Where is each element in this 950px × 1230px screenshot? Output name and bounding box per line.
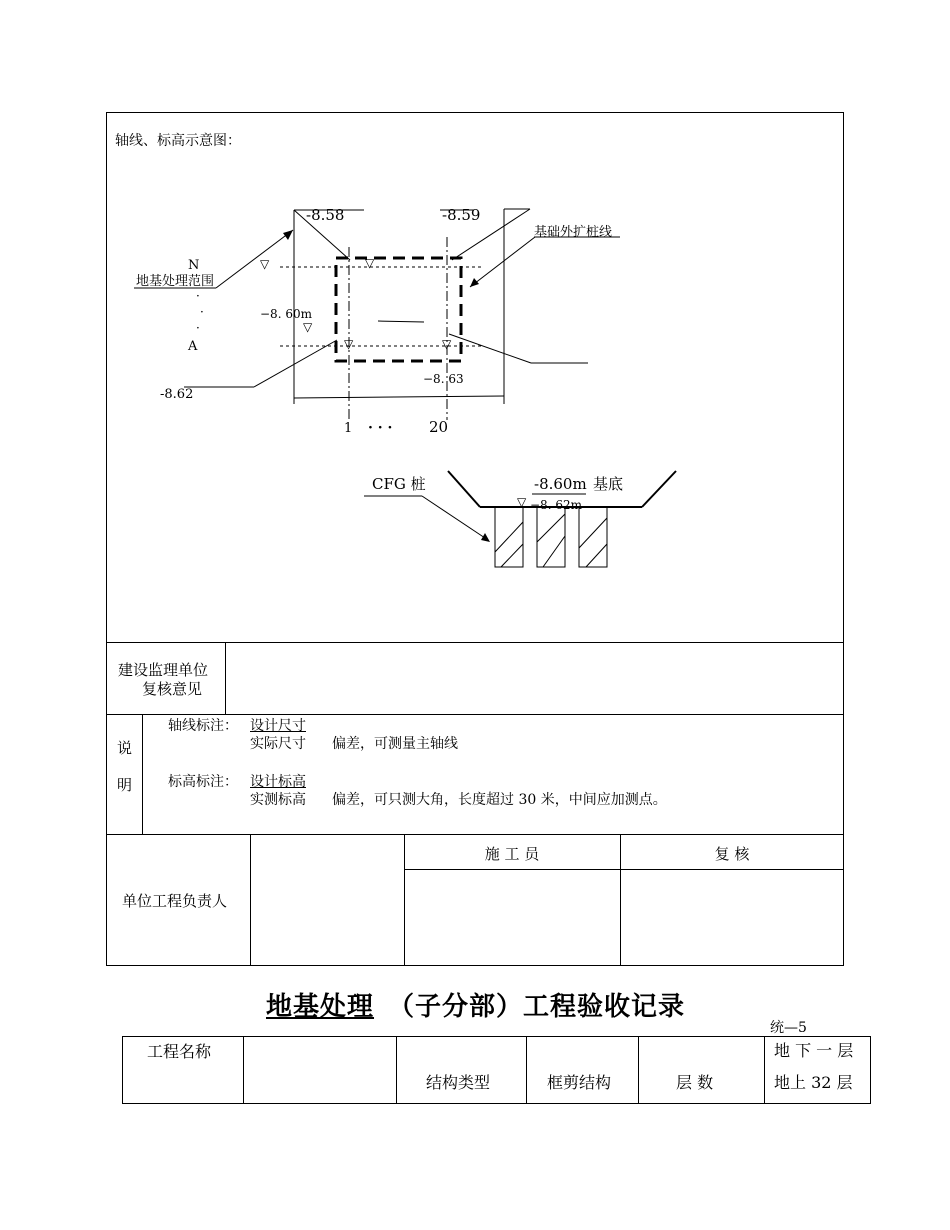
- table-col-divider: [764, 1036, 765, 1104]
- pile-top-elevation: −8. 62m: [530, 498, 582, 512]
- axis-n-label: N: [188, 258, 200, 273]
- floors-label: 层 数: [676, 1073, 714, 1092]
- elev-note-actual: 实测标高: [250, 792, 306, 808]
- table-col-divider: [638, 1036, 639, 1104]
- pile-leader-arrowhead: [481, 533, 490, 542]
- axis-dots-vertical: ·: [196, 321, 200, 335]
- floors-above: 地上 32 层: [774, 1073, 853, 1092]
- table-col-divider: [243, 1036, 244, 1104]
- divider-sign-1: [250, 834, 251, 966]
- table-col-divider: [396, 1036, 397, 1104]
- axis-20-label: 20: [429, 418, 449, 436]
- project-name-value[interactable]: [246, 1040, 394, 1100]
- elev-note-prefix: 标高标注：: [168, 774, 238, 790]
- cfg-pile-label: CFG 桩: [372, 475, 426, 493]
- divider-signature-header: [404, 869, 844, 870]
- form-code: 统—5: [770, 1020, 807, 1036]
- elevation-triangle-icon: ▽: [365, 256, 375, 270]
- review-label-line2: 复核意见: [142, 680, 203, 698]
- axis-dots-vertical: ·: [196, 289, 200, 303]
- leader-lines: [184, 230, 588, 387]
- base-elevation: -8.60m: [534, 475, 587, 493]
- form-title-underlined: 地基处理: [266, 992, 375, 1022]
- axis-note-actual: 实际尺寸: [250, 736, 306, 752]
- lower-left-elevation: -8.62: [160, 387, 194, 402]
- elevation-triangle-icon: ▽: [303, 320, 313, 334]
- treatment-range-outline: [294, 209, 530, 404]
- base-label: 基底: [593, 475, 624, 493]
- floors-underground: 地 下 一 层: [774, 1041, 854, 1060]
- axis-note-prefix: 轴线标注：: [168, 718, 238, 734]
- axis-note-design: 设计尺寸: [250, 718, 306, 734]
- axis-dots-horizontal: · · ·: [368, 420, 393, 436]
- structure-type-value: 框剪结构: [547, 1073, 612, 1092]
- elevation-triangle-icon: ▽: [517, 495, 527, 509]
- cfg-pile: [537, 507, 565, 567]
- elev-note-desc: 偏差，可只测大角，长度超过 30 米，中间应加测点。: [332, 792, 667, 808]
- axis-dots-vertical: ·: [200, 305, 204, 319]
- divider-notes-label: [142, 714, 143, 834]
- axis-elevation-sketch: [106, 112, 844, 642]
- unit-leader-label: 单位工程负责人: [122, 892, 228, 910]
- axis-note-desc: 偏差，可测量主轴线: [332, 736, 458, 752]
- notes-label-line1: 说: [117, 739, 133, 757]
- constructor-signature[interactable]: [406, 871, 618, 964]
- bottom-elevation: −8. 63: [423, 372, 464, 386]
- axis-1-label: 1: [344, 421, 353, 436]
- notes-label-line2: 明: [117, 776, 133, 794]
- reviewer-signature[interactable]: [622, 871, 842, 964]
- divider-notes-signatures: [106, 834, 844, 835]
- treatment-range-label: 地基处理范围: [136, 274, 215, 289]
- table-col-divider: [526, 1036, 527, 1104]
- divider-review-label: [225, 642, 226, 714]
- structure-type-label: 结构类型: [426, 1073, 491, 1092]
- foundation-line-label: 基础外扩桩线: [534, 225, 613, 240]
- unit-leader-signature[interactable]: [252, 836, 402, 964]
- divider-review-notes: [106, 714, 844, 715]
- project-name-label: 工程名称: [147, 1042, 212, 1061]
- elevation-triangle-icon: ▽: [260, 257, 270, 271]
- inner-elevation: −8. 60m: [260, 307, 312, 321]
- elevation-triangle-icon: ▽: [442, 337, 452, 351]
- top-left-elevation: -8.58: [306, 206, 345, 224]
- project-info-table: [122, 1036, 871, 1104]
- center-mark: [378, 321, 424, 322]
- sketch-heading: 轴线、标高示意图：: [115, 133, 241, 149]
- form-title: [252, 986, 685, 1023]
- elevation-triangle-icon: ▽: [344, 337, 354, 351]
- constructor-header: 施 工 员: [484, 845, 540, 863]
- divider-sketch-review: [106, 642, 844, 643]
- reviewer-header: 复 核: [714, 845, 750, 863]
- form-title-rest: （子分部）工程验收记录: [388, 992, 686, 1022]
- top-right-elevation: -8.59: [442, 206, 481, 224]
- review-content[interactable]: [235, 650, 835, 708]
- elev-note-design: 设计标高: [250, 774, 306, 790]
- pile-leader-line: [422, 496, 488, 540]
- cfg-piles: [495, 507, 607, 567]
- review-label-line1: 建设监理单位: [118, 661, 209, 679]
- axis-a-label: A: [188, 339, 198, 354]
- cfg-pile: [579, 507, 607, 567]
